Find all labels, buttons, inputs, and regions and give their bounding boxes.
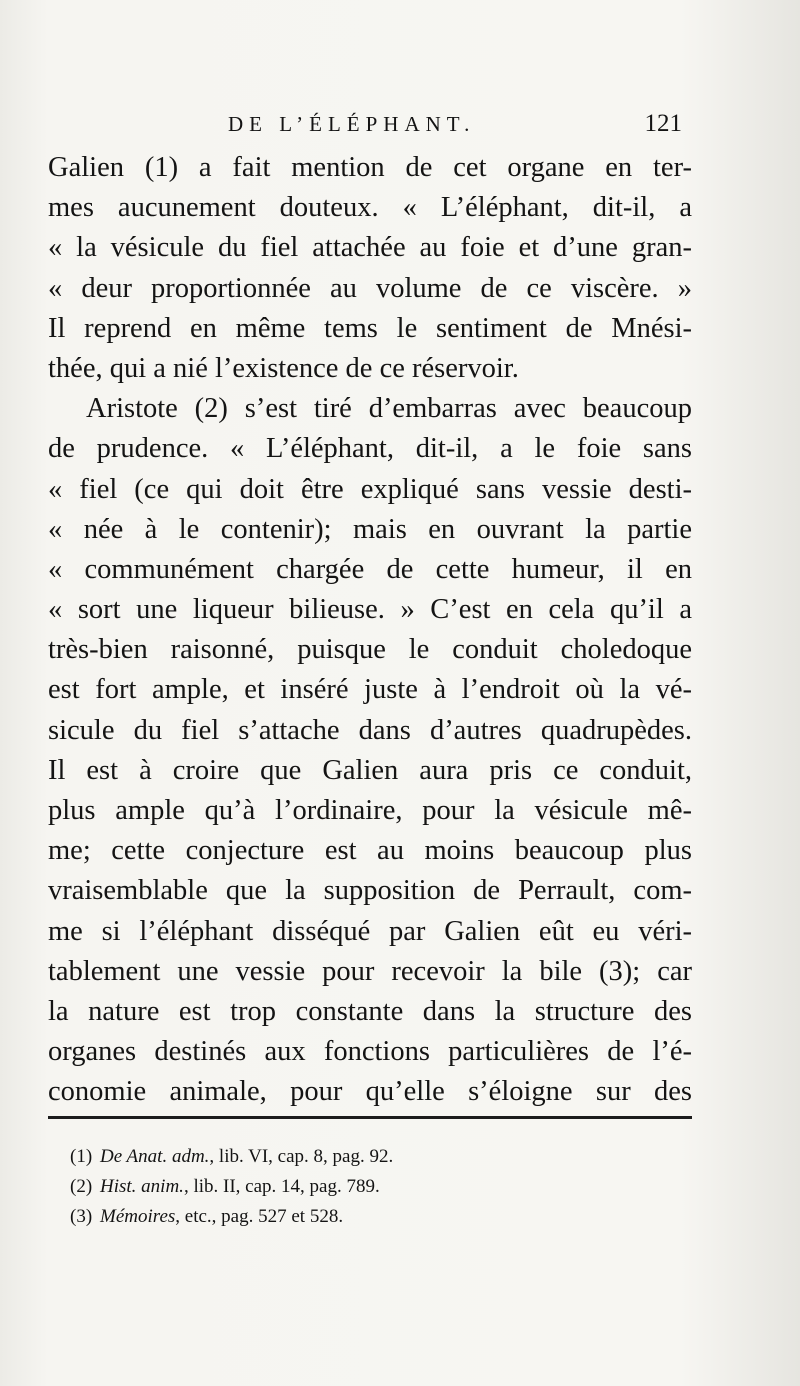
footnote-reference: , lib. VI, cap. 8, pag. 92. <box>209 1146 394 1167</box>
footnote-title: Hist. anim. <box>100 1176 184 1197</box>
footnotes <box>70 1142 670 1232</box>
text-line: très-bien raisonné, puisque le conduit choledoque <box>48 634 692 666</box>
text-line: la nature est trop constante dans la structure des <box>48 995 692 1027</box>
text-line: Il reprend en même tems le sentiment de Mnési- <box>48 312 692 344</box>
text-line: sicule du fiel s’attache dans d’autres quadrupèdes. <box>48 714 692 746</box>
footnote-number: (3) <box>70 1206 93 1227</box>
text-line: organes destinés aux fonctions particulières de l’é- <box>48 1036 692 1068</box>
footnote-title: De Anat. adm. <box>100 1146 210 1167</box>
text-line: « communément chargée de cette humeur, il en <box>48 553 692 585</box>
footnote-reference: , etc., pag. 527 et 528. <box>175 1206 344 1227</box>
footnote-reference: , lib. II, cap. 14, pag. 789. <box>183 1176 380 1197</box>
text-line: Il est à croire que Galien aura pris ce conduit, <box>48 754 692 786</box>
text-line: me si l’éléphant disséqué par Galien eût eu véri- <box>48 915 692 947</box>
text-line: est fort ample, et inséré juste à l’endroit où la vé- <box>48 674 692 706</box>
footnote-title: Mémoires <box>100 1206 176 1227</box>
running-title: DE L’ÉLÉPHANT. <box>228 112 476 136</box>
text-line: « née à le contenir); mais en ouvrant la partie <box>48 513 692 545</box>
footnote-number: (2) <box>70 1176 93 1197</box>
text-line: « sort une liqueur bilieuse. » C’est en cela qu’il a <box>48 594 692 626</box>
text-line: Aristote (2) s’est tiré d’embarras avec beaucoup <box>86 393 692 425</box>
text-line: « deur proportionnée au volume de ce viscère. » <box>48 272 692 304</box>
body-text <box>48 148 692 1113</box>
text-line: vraisemblable que la supposition de Perrault, com- <box>48 875 692 907</box>
page-header <box>48 108 682 140</box>
page-number: 121 <box>644 110 682 137</box>
footnote <box>70 1142 670 1172</box>
text-line: « la vésicule du fiel attachée au foie et d’une gran- <box>48 232 692 264</box>
text-line: tablement une vessie pour recevoir la bile (3); car <box>48 955 692 987</box>
text-line: Galien (1) a fait mention de cet organe en ter- <box>48 152 692 183</box>
footnote <box>70 1202 670 1232</box>
text-line: mes aucunement douteux. « L’éléphant, dit-il, a <box>48 192 692 224</box>
text-line: me; cette conjecture est au moins beaucoup plus <box>48 835 692 867</box>
text-line: conomie animale, pour qu’elle s’éloigne sur des <box>48 1076 692 1108</box>
footnote <box>70 1172 670 1202</box>
text-line: « fiel (ce qui doit être expliqué sans vessie desti- <box>48 473 692 505</box>
text-line: thée, qui a nié l’existence de ce réservoir. <box>48 352 519 384</box>
footnote-rule <box>48 1116 692 1119</box>
text-line: de prudence. « L’éléphant, dit-il, a le foie sans <box>48 433 692 465</box>
text-line: plus ample qu’à l’ordinaire, pour la vésicule mê- <box>48 795 692 826</box>
footnote-number: (1) <box>70 1146 93 1167</box>
